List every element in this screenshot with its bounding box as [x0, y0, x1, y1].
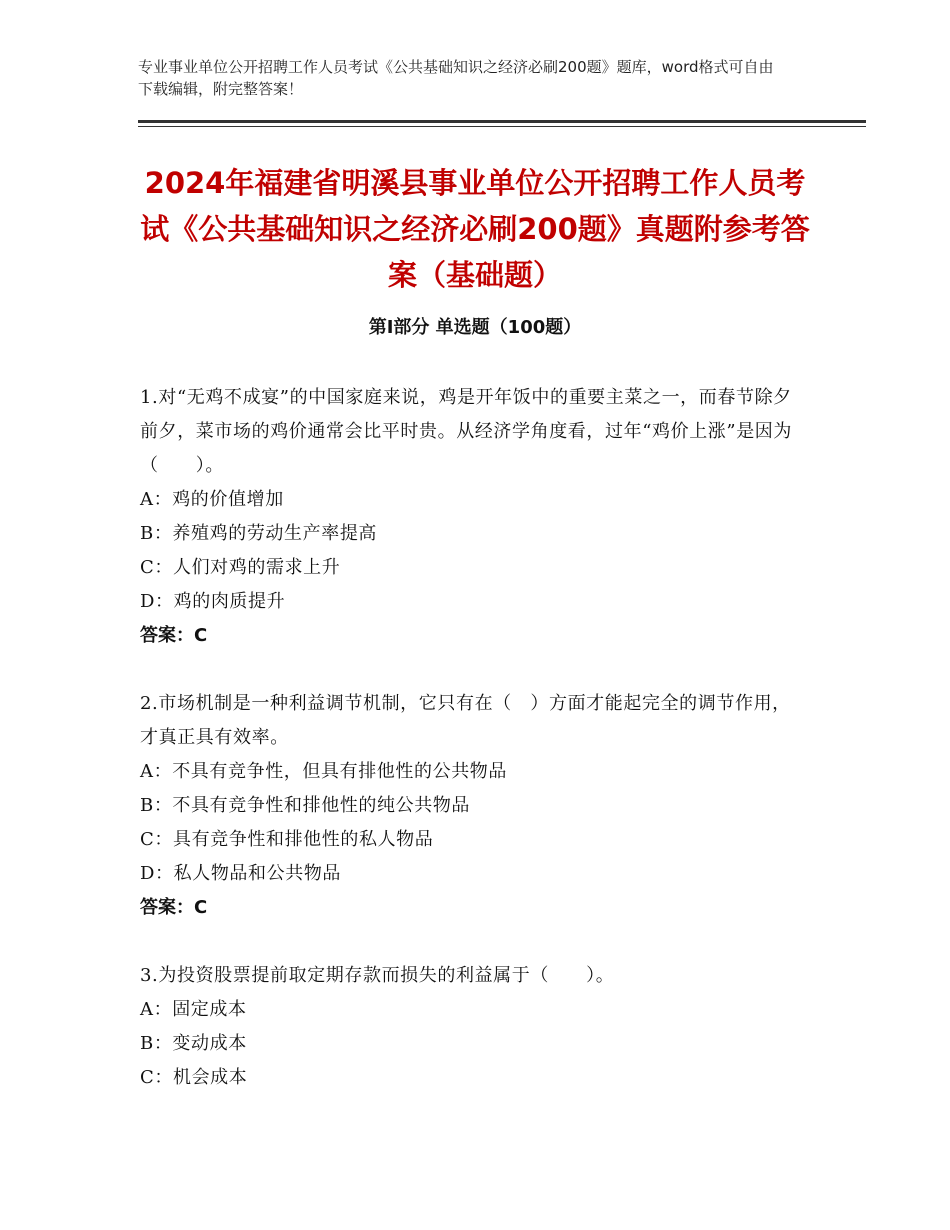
option-c: C：机会成本 [140, 1067, 248, 1088]
question-stem: 1.对“无鸡不成宴”的中国家庭来说，鸡是开年饭中的重要主菜之一，而春节除夕前夕，菜市场的鸡价通常会比平时贵。从经济学角度看，过年“鸡价上涨”是因为（ ）。 [140, 387, 793, 476]
option-b: B：变动成本 [140, 1033, 247, 1054]
question-stem: 2.市场机制是一种利益调节机制，它只有在（ ）方面才能起完全的调节作用，才真正具有效率。 [140, 693, 791, 748]
question-list [140, 381, 800, 1129]
option-b: B：养殖鸡的劳动生产率提高 [140, 523, 378, 544]
document-title: 2024年福建省明溪县事业单位公开招聘工作人员考试《公共基础知识之经济必刷200题》真题附参考答案（基础题） [140, 166, 810, 292]
option-b: B：不具有竞争性和排他性的纯公共物品 [140, 795, 471, 816]
option-d: D：鸡的肉质提升 [140, 591, 286, 612]
section-heading: 第Ⅰ部分 单选题（100题） [368, 317, 582, 338]
question-2 [140, 687, 800, 925]
header-rule-thick [138, 120, 866, 123]
answer-line: 答案：C [140, 625, 208, 646]
option-d: D：私人物品和公共物品 [140, 863, 342, 884]
header-rule-thin [138, 126, 866, 127]
answer-line: 答案：C [140, 897, 208, 918]
question-3 [140, 959, 800, 1095]
option-c: C：具有竞争性和排他性的私人物品 [140, 829, 434, 850]
question-1 [140, 381, 800, 653]
option-a: A：不具有竞争性，但具有排他性的公共物品 [140, 761, 507, 782]
option-c: C：人们对鸡的需求上升 [140, 557, 341, 578]
option-a: A：鸡的价值增加 [140, 489, 284, 510]
question-stem: 3.为投资股票提前取定期存款而损失的利益属于（ ）。 [140, 965, 615, 986]
option-a: A：固定成本 [140, 999, 247, 1020]
document-header-note: 专业事业单位公开招聘工作人员考试《公共基础知识之经济必刷200题》题库，word格式可自由下载编辑，附完整答案！ [138, 58, 774, 98]
